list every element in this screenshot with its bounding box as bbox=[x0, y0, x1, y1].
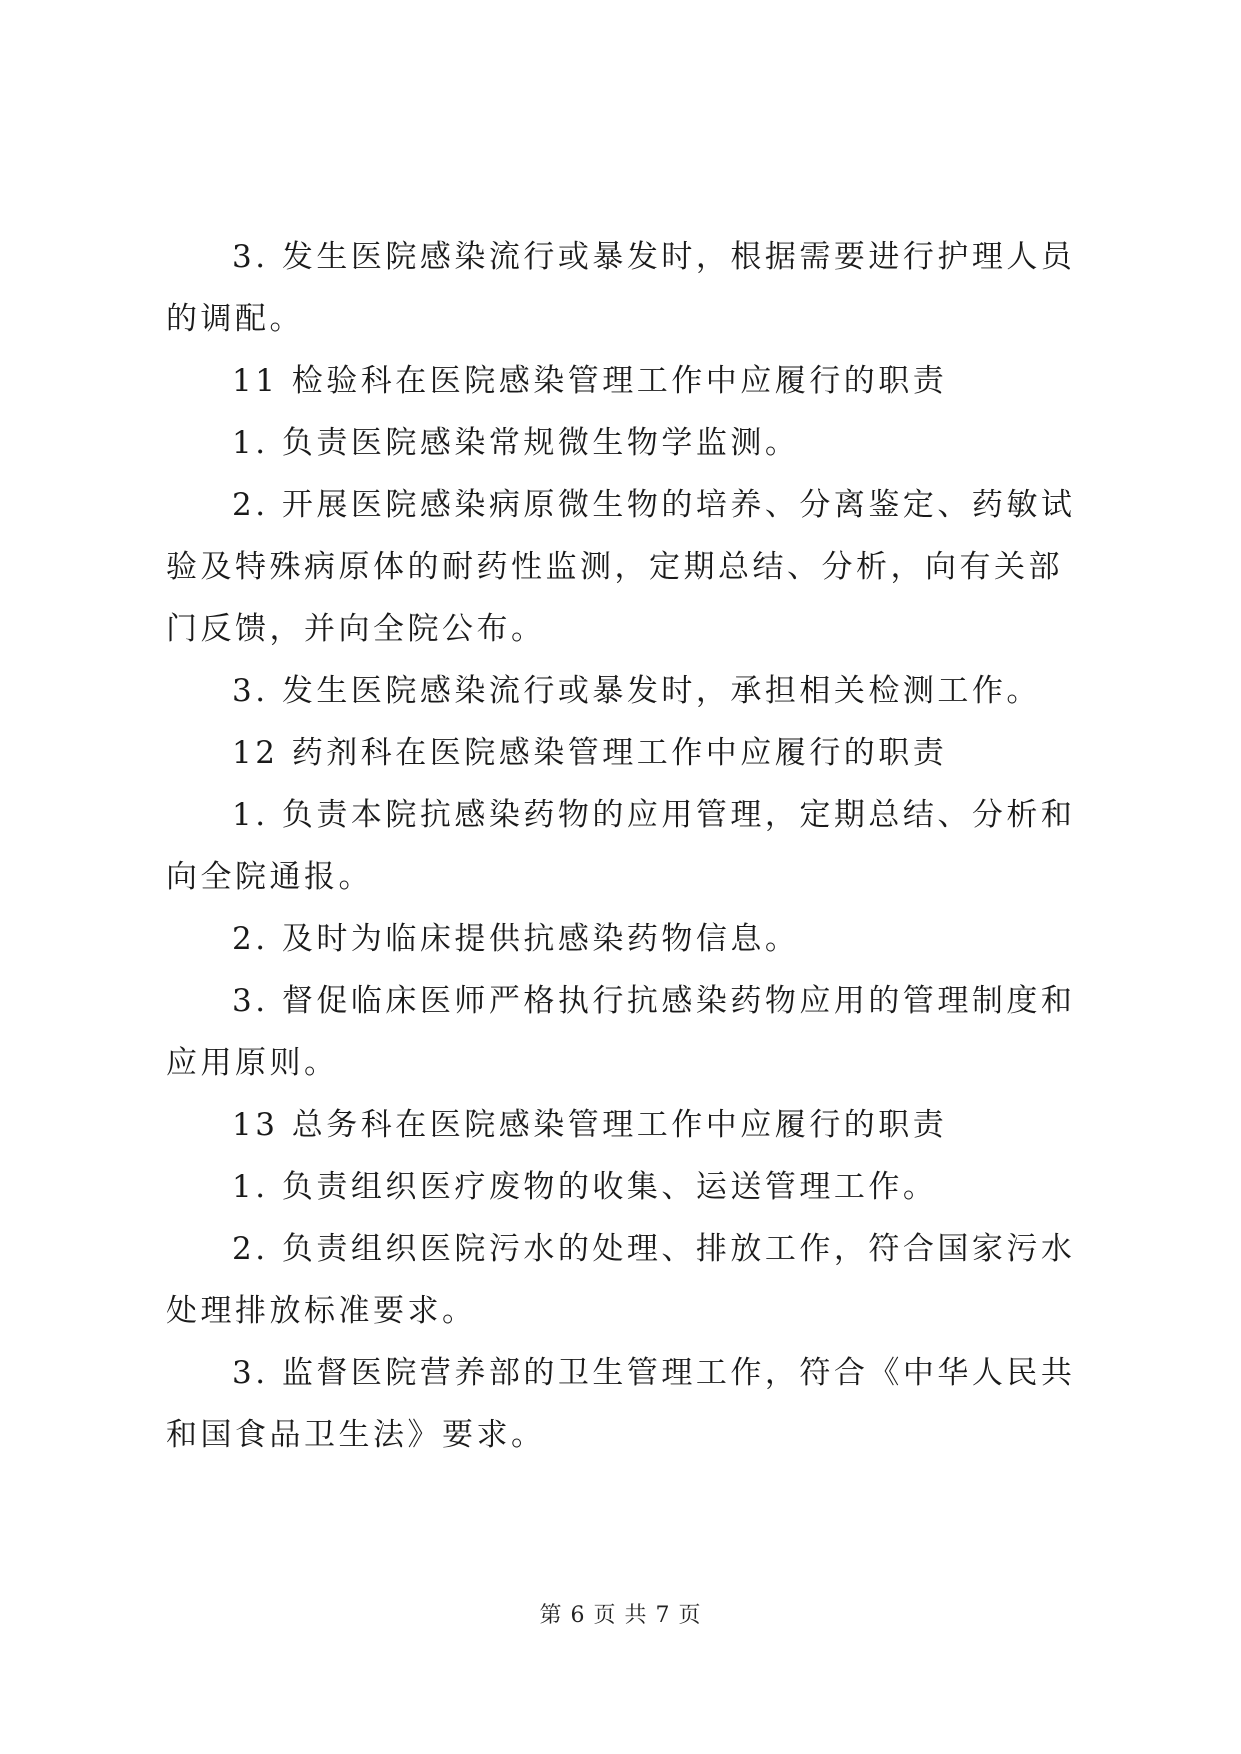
page-number-footer: 第 6 页 共 7 页 bbox=[539, 1603, 702, 1628]
heading-general-affairs-section: 13 总务科在医院感染管理工作中应履行的职责 bbox=[232, 1107, 948, 1143]
paragraph-nursing-item-3: 3. 发生医院感染流行或暴发时，根据需要进行护理人员的调配。 bbox=[166, 239, 1076, 337]
paragraph-pharmacy-item-2: 2. 及时为临床提供抗感染药物信息。 bbox=[232, 921, 800, 957]
paragraph-lab-item-1: 1. 负责医院感染常规微生物学监测。 bbox=[232, 425, 800, 461]
paragraph-affairs-item-2: 2. 负责组织医院污水的处理、排放工作，符合国家污水处理排放标准要求。 bbox=[166, 1231, 1076, 1329]
paragraph-affairs-item-1: 1. 负责组织医疗废物的收集、运送管理工作。 bbox=[232, 1169, 938, 1205]
heading-laboratory-section: 11 检验科在医院感染管理工作中应履行的职责 bbox=[232, 363, 948, 399]
paragraph-lab-item-2: 2. 开展医院感染病原微生物的培养、分离鉴定、药敏试验及特殊病原体的耐药性监测，定期总结、分析，向有关部门反馈，并向全院公布。 bbox=[166, 487, 1076, 647]
paragraph-pharmacy-item-3: 3. 督促临床医师严格执行抗感染药物应用的管理制度和应用原则。 bbox=[166, 983, 1076, 1081]
paragraph-affairs-item-3: 3. 监督医院营养部的卫生管理工作，符合《中华人民共和国食品卫生法》要求。 bbox=[166, 1355, 1076, 1453]
heading-pharmacy-section: 12 药剂科在医院感染管理工作中应履行的职责 bbox=[232, 735, 948, 771]
paragraph-pharmacy-item-1: 1. 负责本院抗感染药物的应用管理，定期总结、分析和向全院通报。 bbox=[166, 797, 1076, 895]
paragraph-lab-item-3: 3. 发生医院感染流行或暴发时，承担相关检测工作。 bbox=[232, 673, 1041, 709]
